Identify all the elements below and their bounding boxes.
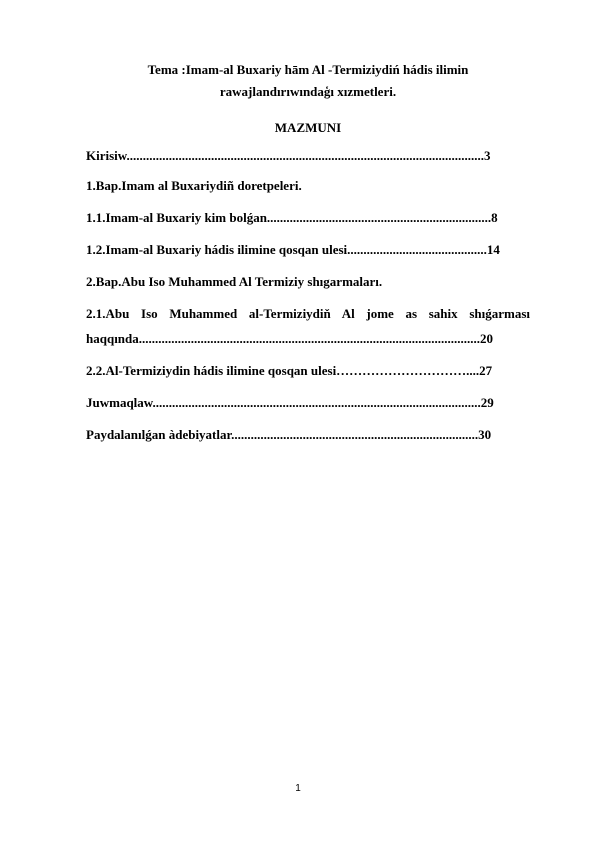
page-number: 1 — [295, 783, 301, 794]
toc-entry-2-1: 2.1.Abu Iso Muhammed al-Termiziydiň Al jome as sahix shıǵarması — [86, 306, 530, 321]
toc-entry-references: Paydalanılǵan àdebiyatlar............................................................................30 — [86, 427, 492, 442]
toc-entry-1-1: 1.1.Imam-al Buxariy kim bolǵan.....................................................................8 — [86, 210, 498, 225]
toc-entry-introduction: Kirisiw..............................................................................................................3 — [86, 148, 491, 163]
contents-heading: MAZMUNI — [274, 120, 342, 135]
title-line-1: Tema :Imam-al Buxariy hām Al -Termiziydiń hádis ilimin — [147, 62, 469, 77]
toc-entry-chapter-1: 1.Bap.Imam al Buxariydiñ doretpeleri. — [86, 178, 302, 193]
toc-entry-chapter-2: 2.Bap.Abu Iso Muhammed Al Termiziy shıgarmaları. — [86, 274, 383, 289]
toc-entry-2-1-continued: haqqında.........................................................................................................20 — [86, 331, 494, 346]
toc-entry-conclusion: Juwmaqlaw.....................................................................................................29 — [86, 395, 494, 410]
title-line-2: rawajlandırıwındaģı xızmetleri. — [219, 84, 397, 99]
toc-entry-1-2: 1.2.Imam-al Buxariy hádis ilimine qosqan ulesi...........................................14 — [86, 242, 500, 257]
toc-entry-2-2: 2.2.Al-Termiziydin hádis ilimine qosqan ulesi…………………………....27 — [86, 363, 493, 378]
